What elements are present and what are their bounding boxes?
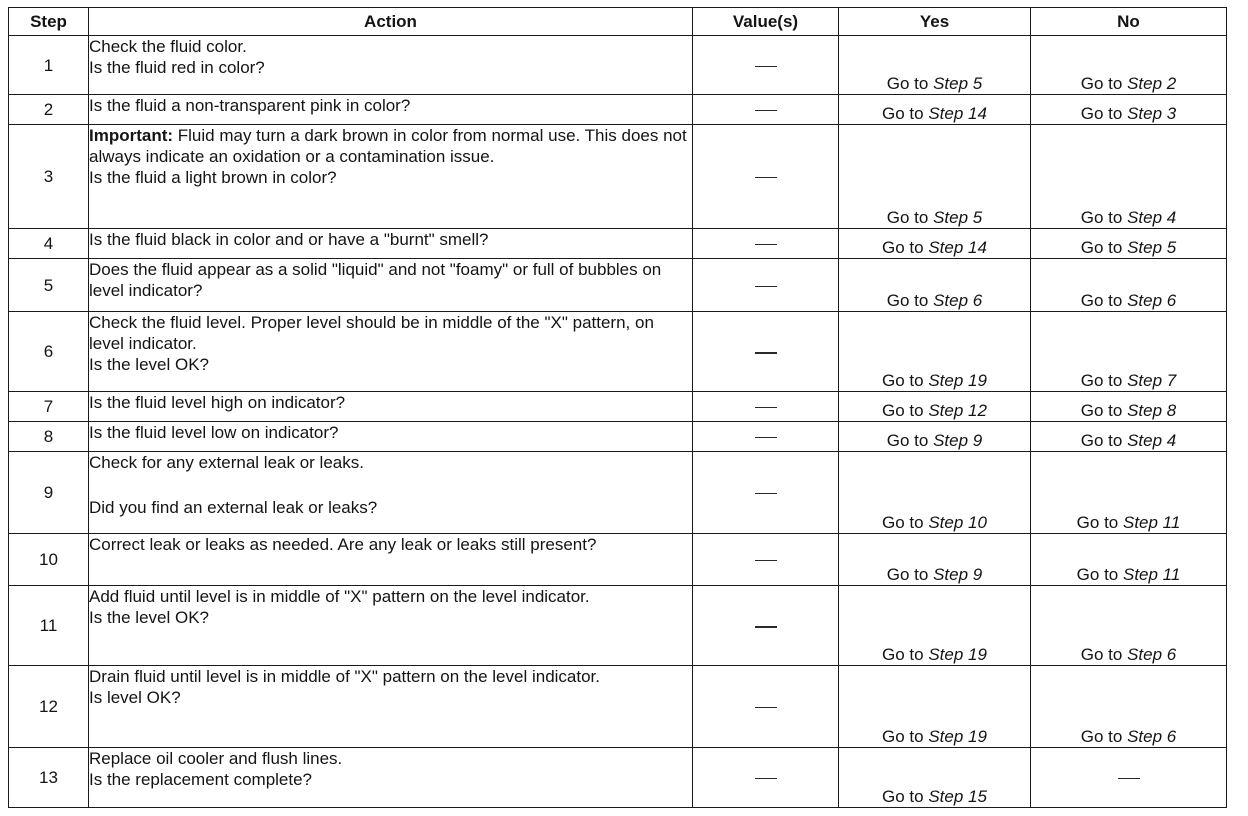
yes-goto-step-ref: Step 19	[928, 371, 987, 390]
action-line-text: Is the fluid level low on indicator?	[89, 423, 339, 442]
no-goto-prefix: Go to	[1080, 371, 1128, 390]
no-goto-step-ref: Step 11	[1122, 565, 1181, 584]
header-step: Step	[9, 8, 89, 36]
yes-goto-step-ref: Step 19	[928, 727, 987, 746]
step-number: 11	[9, 586, 89, 666]
action-line-text: Is the fluid a non-transparent pink in color?	[89, 96, 411, 115]
dash-mark	[755, 110, 777, 111]
no-goto	[1031, 259, 1227, 312]
table-row	[9, 586, 1227, 666]
no-goto-step-ref: Step 6	[1127, 645, 1177, 664]
yes-goto-prefix: Go to	[886, 291, 934, 310]
step-number: 13	[9, 748, 89, 808]
header-values: Value(s)	[693, 8, 839, 36]
dash-text	[777, 99, 778, 100]
dash-text	[777, 482, 778, 483]
action-line	[89, 167, 692, 188]
yes-goto	[839, 422, 1031, 452]
dash-text	[777, 696, 778, 697]
table-row	[9, 259, 1227, 312]
step-number: 10	[9, 534, 89, 586]
no-goto	[1031, 666, 1227, 748]
dash-mark	[755, 244, 777, 245]
no-goto	[1031, 534, 1227, 586]
action-line	[89, 312, 692, 354]
line-gap	[89, 473, 692, 497]
yes-goto-prefix: Go to	[886, 208, 934, 227]
dash-mark	[1118, 778, 1140, 779]
step-number: 8	[9, 422, 89, 452]
dash-text	[777, 166, 778, 167]
action-text	[89, 586, 693, 666]
no-goto-prefix: Go to	[1080, 74, 1128, 93]
action-line	[89, 57, 692, 78]
action-line	[89, 607, 692, 628]
action-line	[89, 354, 692, 375]
value-cell	[693, 422, 839, 452]
no-goto-step-ref: Step 5	[1127, 238, 1177, 257]
value-cell	[693, 125, 839, 229]
table-row	[9, 534, 1227, 586]
action-text	[89, 452, 693, 534]
table-body	[9, 36, 1227, 808]
value-cell	[693, 36, 839, 95]
yes-goto-prefix: Go to	[882, 371, 929, 390]
no-goto-step-ref: Step 2	[1127, 74, 1177, 93]
action-line	[89, 666, 692, 687]
action-line-text: Is the level OK?	[89, 355, 210, 374]
value-cell	[693, 95, 839, 125]
action-line-text: Is the fluid black in color and or have a "burnt" smell?	[89, 230, 489, 249]
yes-goto-step-ref: Step 15	[928, 787, 987, 806]
action-line-text: Correct leak or leaks as needed. Are any leak or leaks still present?	[89, 535, 597, 554]
dash-mark	[755, 352, 777, 354]
yes-goto-prefix: Go to	[886, 431, 934, 450]
action-line-text: Did you find an external leak or leaks?	[89, 498, 378, 517]
header-action: Action	[89, 8, 693, 36]
no-goto-prefix: Go to	[1080, 208, 1128, 227]
table-row	[9, 312, 1227, 392]
table-row	[9, 392, 1227, 422]
value-cell	[693, 452, 839, 534]
action-line-text: Check the fluid color.	[89, 37, 247, 56]
dash-mark	[755, 177, 777, 178]
action-line	[89, 534, 692, 555]
action-text	[89, 422, 693, 452]
dash-text	[777, 615, 778, 616]
yes-goto-prefix: Go to	[882, 645, 929, 664]
action-line-text: Check for any external leak or leaks.	[89, 453, 364, 472]
action-text	[89, 392, 693, 422]
step-number: 1	[9, 36, 89, 95]
yes-goto	[839, 125, 1031, 229]
action-text	[89, 125, 693, 229]
yes-goto-step-ref: Step 19	[928, 645, 987, 664]
no-goto	[1031, 125, 1227, 229]
action-line	[89, 259, 692, 301]
no-goto-prefix: Go to	[1076, 513, 1123, 532]
no-goto	[1031, 95, 1227, 125]
action-line-text: Is level OK?	[89, 688, 181, 707]
yes-goto	[839, 666, 1031, 748]
diagnostic-table	[8, 7, 1227, 808]
action-line-text: Does the fluid appear as a solid "liquid" and not "foamy" or full of bubbles on level indicator?	[89, 260, 662, 300]
action-text	[89, 748, 693, 808]
no-goto-step-ref: Step 7	[1127, 371, 1177, 390]
yes-goto	[839, 534, 1031, 586]
action-line-text: Is the fluid a light brown in color?	[89, 168, 337, 187]
action-line	[89, 687, 692, 708]
no-goto	[1031, 586, 1227, 666]
step-number: 12	[9, 666, 89, 748]
yes-goto-step-ref: Step 6	[933, 291, 983, 310]
yes-goto-step-ref: Step 9	[933, 431, 983, 450]
action-text	[89, 259, 693, 312]
yes-goto	[839, 95, 1031, 125]
no-goto	[1031, 229, 1227, 259]
no-goto	[1031, 312, 1227, 392]
yes-goto-step-ref: Step 10	[928, 513, 987, 532]
action-text	[89, 534, 693, 586]
yes-goto-prefix: Go to	[882, 104, 929, 123]
table-row	[9, 422, 1227, 452]
action-line-text: Check the fluid level. Proper level should be in middle of the "X" pattern, on level indicator.	[89, 313, 654, 353]
dash-mark	[755, 66, 777, 67]
no-goto-step-ref: Step 11	[1122, 513, 1181, 532]
table-row	[9, 748, 1227, 808]
action-line	[89, 452, 692, 473]
yes-goto-prefix: Go to	[882, 787, 929, 806]
action-text	[89, 312, 693, 392]
step-number: 7	[9, 392, 89, 422]
action-line-text: Is the fluid red in color?	[89, 58, 265, 77]
table-row	[9, 229, 1227, 259]
dash-text	[777, 396, 778, 397]
dash-text	[777, 426, 778, 427]
dash-mark	[755, 493, 777, 494]
no-goto-prefix: Go to	[1080, 291, 1128, 310]
yes-goto-step-ref: Step 5	[933, 208, 983, 227]
action-line	[89, 36, 692, 57]
yes-goto-prefix: Go to	[882, 401, 929, 420]
yes-goto	[839, 586, 1031, 666]
action-line	[89, 229, 692, 250]
step-number: 6	[9, 312, 89, 392]
table-row	[9, 36, 1227, 95]
action-text	[89, 95, 693, 125]
value-cell	[693, 748, 839, 808]
action-line-text: Fluid may turn a dark brown in color from normal use. This does not always indicate an oxidation or a contamination issue.	[89, 126, 687, 166]
yes-goto	[839, 259, 1031, 312]
no-goto	[1031, 422, 1227, 452]
header-row	[9, 8, 1227, 36]
action-text	[89, 36, 693, 95]
no-goto-step-ref: Step 3	[1127, 104, 1177, 123]
action-line	[89, 586, 692, 607]
table-row	[9, 452, 1227, 534]
dash-text	[777, 549, 778, 550]
value-cell	[693, 312, 839, 392]
action-text	[89, 666, 693, 748]
yes-goto-step-ref: Step 14	[928, 104, 987, 123]
dash-text	[1140, 767, 1141, 768]
step-number: 3	[9, 125, 89, 229]
dash-text	[777, 233, 778, 234]
step-number: 9	[9, 452, 89, 534]
dash-mark	[755, 437, 777, 438]
yes-goto	[839, 392, 1031, 422]
dash-text	[777, 767, 778, 768]
action-line	[89, 95, 692, 116]
yes-goto	[839, 312, 1031, 392]
dash-text	[777, 55, 778, 56]
value-cell	[693, 534, 839, 586]
yes-goto-prefix: Go to	[882, 513, 929, 532]
action-line	[89, 422, 692, 443]
yes-goto-prefix: Go to	[886, 565, 934, 584]
no-goto-step-ref: Step 4	[1127, 431, 1177, 450]
action-text	[89, 229, 693, 259]
dash-mark	[755, 407, 777, 408]
value-cell	[693, 229, 839, 259]
yes-goto	[839, 452, 1031, 534]
yes-goto-prefix: Go to	[882, 238, 929, 257]
no-goto-prefix: Go to	[1080, 104, 1128, 123]
no-goto-prefix: Go to	[1080, 431, 1128, 450]
action-line-text: Is the level OK?	[89, 608, 210, 627]
action-line-text: Drain fluid until level is in middle of "X" pattern on the level indicator.	[89, 667, 601, 686]
yes-goto	[839, 36, 1031, 95]
no-goto	[1031, 452, 1227, 534]
action-line-text: Replace oil cooler and flush lines.	[89, 749, 343, 768]
no-goto-step-ref: Step 6	[1127, 727, 1177, 746]
yes-goto-step-ref: Step 14	[928, 238, 987, 257]
no-goto-prefix: Go to	[1080, 401, 1128, 420]
header-yes: Yes	[839, 8, 1031, 36]
dash-mark	[755, 286, 777, 287]
no-goto-step-ref: Step 8	[1127, 401, 1177, 420]
dash-text	[777, 275, 778, 276]
action-line-text: Is the replacement complete?	[89, 770, 313, 789]
header-no: No	[1031, 8, 1227, 36]
no-goto	[1031, 36, 1227, 95]
step-number: 5	[9, 259, 89, 312]
no-goto	[1031, 392, 1227, 422]
no-goto	[1031, 748, 1227, 808]
value-cell	[693, 392, 839, 422]
no-goto-step-ref: Step 4	[1127, 208, 1177, 227]
yes-goto-step-ref: Step 9	[933, 565, 983, 584]
no-goto-prefix: Go to	[1080, 727, 1128, 746]
important-label: Important:	[89, 126, 174, 145]
dash-mark	[755, 560, 777, 561]
yes-goto-step-ref: Step 5	[933, 74, 983, 93]
table-row	[9, 95, 1227, 125]
action-line	[89, 497, 692, 518]
step-number: 4	[9, 229, 89, 259]
action-line	[89, 392, 692, 413]
value-cell	[693, 666, 839, 748]
no-goto-prefix: Go to	[1080, 238, 1128, 257]
action-line	[89, 769, 692, 790]
value-cell	[693, 259, 839, 312]
diagnostic-table-container	[8, 7, 1227, 808]
step-number: 2	[9, 95, 89, 125]
action-line	[89, 125, 692, 167]
dash-mark	[755, 707, 777, 708]
yes-goto	[839, 748, 1031, 808]
action-line-text: Is the fluid level high on indicator?	[89, 393, 346, 412]
dash-mark	[755, 778, 777, 779]
value-cell	[693, 586, 839, 666]
action-line-text: Add fluid until level is in middle of "X" pattern on the level indicator.	[89, 587, 590, 606]
no-goto-step-ref: Step 6	[1127, 291, 1177, 310]
no-goto-prefix: Go to	[1076, 565, 1123, 584]
yes-goto-prefix: Go to	[882, 727, 929, 746]
dash-text	[777, 341, 778, 342]
yes-goto-step-ref: Step 12	[928, 401, 987, 420]
yes-goto	[839, 229, 1031, 259]
no-goto-prefix: Go to	[1080, 645, 1128, 664]
table-row	[9, 666, 1227, 748]
table-row	[9, 125, 1227, 229]
action-line	[89, 748, 692, 769]
yes-goto-prefix: Go to	[886, 74, 934, 93]
dash-mark	[755, 626, 777, 628]
